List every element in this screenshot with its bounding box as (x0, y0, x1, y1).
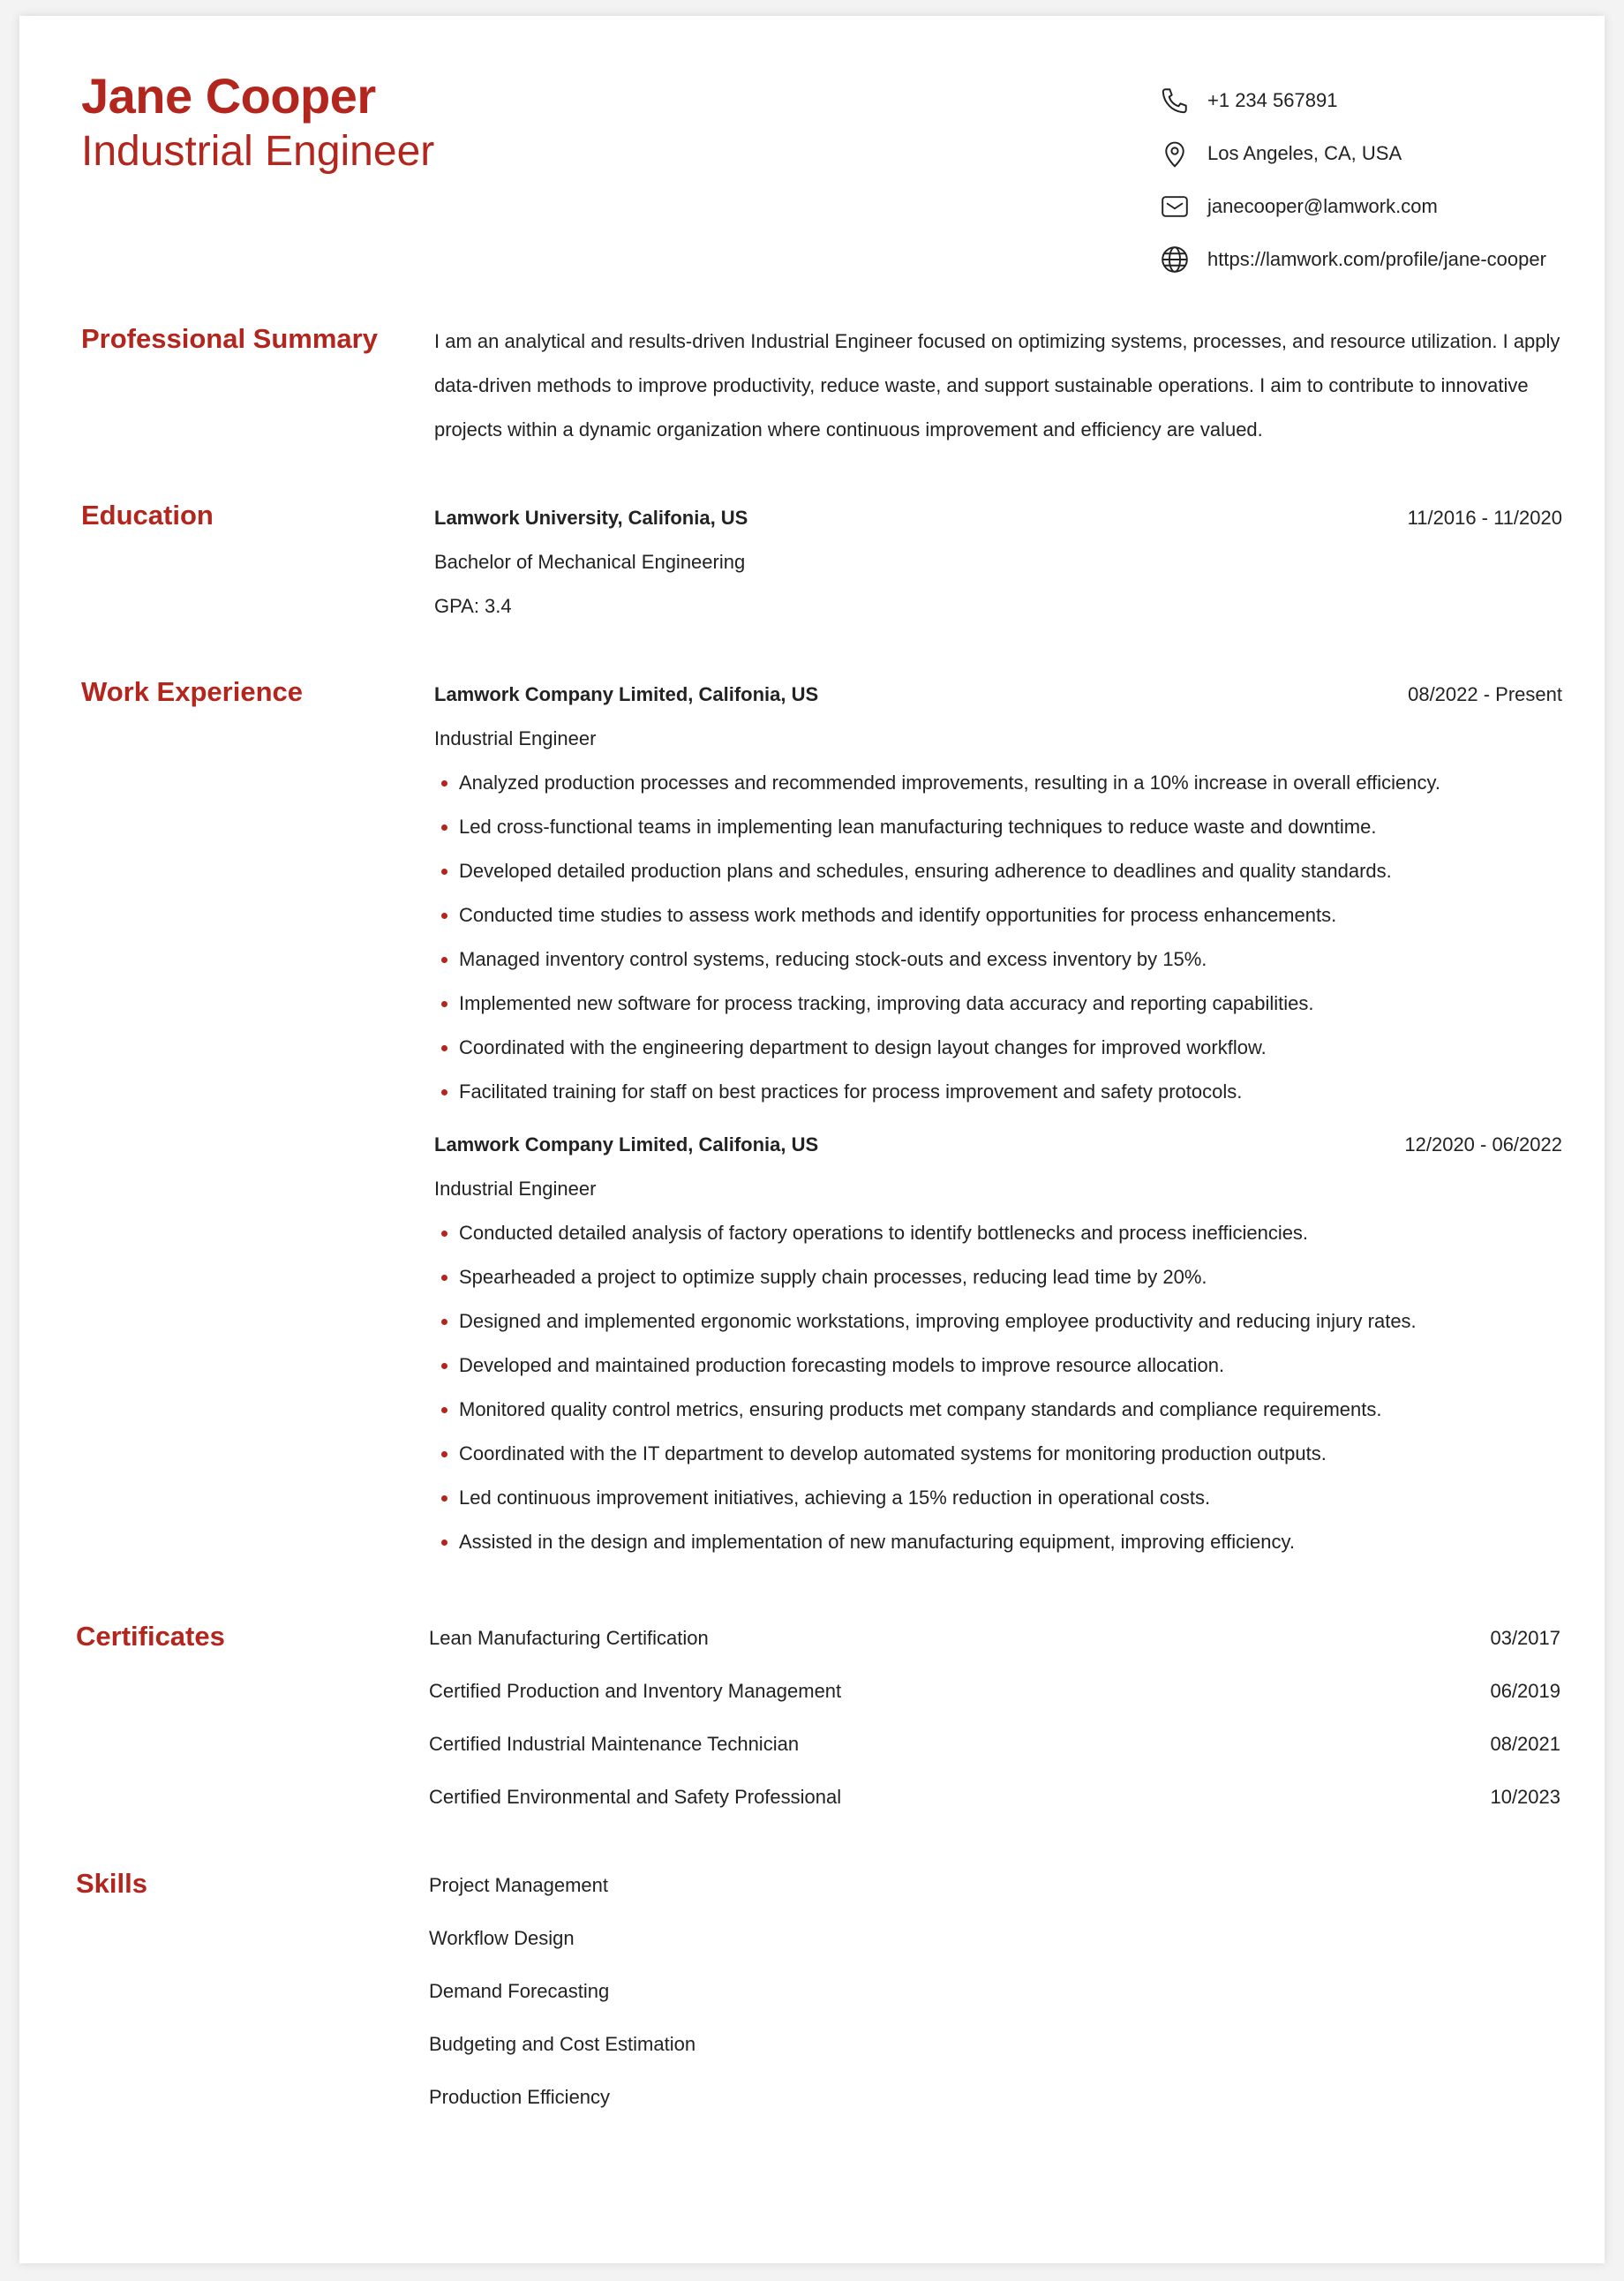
resume-page (19, 16, 1605, 2263)
skill-item: Production Efficiency (429, 2086, 611, 2108)
certificates-heading: Certificates (76, 1621, 225, 1652)
education-gpa: GPA: 3.4 (434, 595, 512, 617)
job-bullet: Conducted time studies to assess work methods and identify opportunities for process enhancements. (434, 893, 1562, 937)
job-dates: 12/2020 - 06/2022 (1404, 1133, 1562, 1156)
certificate-name: Certified Environmental and Safety Professional (429, 1786, 842, 1808)
job-header (434, 1123, 1562, 1167)
certificate-date: 10/2023 (1490, 1786, 1560, 1808)
job-bullet: Monitored quality control metrics, ensuring products met company standards and compliance requirements. (434, 1388, 1562, 1432)
experience-heading: Work Experience (81, 676, 303, 707)
job-entry (434, 673, 1562, 1114)
contact-list (1158, 74, 1582, 286)
certificate-name: Certified Industrial Maintenance Technician (429, 1733, 800, 1755)
skill-item: Budgeting and Cost Estimation (429, 2033, 696, 2055)
contact-location-text: Los Angeles, CA, USA (1207, 142, 1402, 164)
education-school: Lamwork University, Califonia, US (434, 507, 748, 529)
certificate-row (429, 1612, 1560, 1665)
job-bullet: Facilitated training for staff on best practices for process improvement and safety protocols. (434, 1070, 1562, 1114)
certificate-date: 03/2017 (1490, 1627, 1560, 1649)
job-bullet: Managed inventory control systems, reducing stock-outs and excess inventory by 15%. (434, 937, 1562, 982)
summary-text: I am an analytical and results-driven Industrial Engineer focused on optimizing systems, processes, and resource utilization. I apply data-driven methods to improve productivity, reduce waste, and support sustainable operations. I aim to contribute to innovative projects within a dynamic organization where continuous improvement and efficiency are valued. (434, 330, 1560, 440)
job-bullets (434, 761, 1562, 1114)
contact-website[interactable] (1158, 233, 1582, 286)
job-dates: 08/2022 - Present (1408, 683, 1562, 705)
contact-phone-text: +1 234 567891 (1207, 89, 1338, 111)
summary-heading: Professional Summary (81, 323, 378, 354)
job-bullet: Coordinated with the engineering department to design layout changes for improved workflow. (434, 1026, 1562, 1070)
globe-icon (1158, 243, 1192, 276)
candidate-name: Jane Cooper (81, 68, 376, 124)
job-bullets (434, 1211, 1562, 1564)
job-bullet: Led cross-functional teams in implementing lean manufacturing techniques to reduce waste and downtime. (434, 805, 1562, 849)
certificate-name: Certified Production and Inventory Management (429, 1680, 842, 1702)
certificate-date: 06/2019 (1490, 1680, 1560, 1702)
education-degree: Bachelor of Mechanical Engineering (434, 551, 746, 573)
job-bullet: Designed and implemented ergonomic workstations, improving employee productivity and reducing injury rates. (434, 1299, 1562, 1344)
summary-block (434, 320, 1562, 452)
contact-email[interactable] (1158, 180, 1582, 233)
job-bullet: Led continuous improvement initiatives, achieving a 15% reduction in operational costs. (434, 1476, 1562, 1520)
contact-location (1158, 127, 1582, 180)
location-pin-icon (1158, 137, 1192, 170)
job-entry (434, 1123, 1562, 1564)
certificate-name: Lean Manufacturing Certification (429, 1627, 709, 1649)
skill-item: Demand Forecasting (429, 1980, 610, 2002)
skill-item: Workflow Design (429, 1927, 575, 1949)
education-dates: 11/2016 - 11/2020 (1407, 507, 1562, 529)
job-bullet: Implemented new software for process tracking, improving data accuracy and reporting capabilities. (434, 982, 1562, 1026)
job-bullet: Spearheaded a project to optimize supply chain processes, reducing lead time by 20%. (434, 1255, 1562, 1299)
job-bullet: Developed detailed production plans and schedules, ensuring adherence to deadlines and quality standards. (434, 849, 1562, 893)
skill-item: Project Management (429, 1874, 608, 1896)
job-role: Industrial Engineer (434, 727, 597, 749)
certificates-block (429, 1612, 1560, 1824)
education-block (434, 496, 1562, 629)
contact-website-text: https://lamwork.com/profile/jane-cooper (1207, 248, 1546, 270)
skills-block (429, 1859, 1560, 2124)
education-row (434, 496, 1562, 540)
contact-email-text: janecooper@lamwork.com (1207, 195, 1438, 217)
job-role: Industrial Engineer (434, 1178, 597, 1200)
skills-heading: Skills (76, 1868, 147, 1899)
certificate-row (429, 1771, 1560, 1824)
phone-icon (1158, 84, 1192, 117)
job-header (434, 673, 1562, 717)
job-company: Lamwork Company Limited, Califonia, US (434, 1133, 819, 1156)
job-bullet: Coordinated with the IT department to develop automated systems for monitoring production outputs. (434, 1432, 1562, 1476)
certificate-row (429, 1665, 1560, 1718)
job-bullet: Developed and maintained production forecasting models to improve resource allocation. (434, 1344, 1562, 1388)
job-bullet: Conducted detailed analysis of factory operations to identify bottlenecks and process inefficiencies. (434, 1211, 1562, 1255)
certificate-date: 08/2021 (1490, 1733, 1560, 1755)
certificate-row (429, 1718, 1560, 1771)
mail-icon (1158, 190, 1192, 223)
education-heading: Education (81, 500, 214, 531)
candidate-title: Industrial Engineer (81, 128, 435, 175)
job-bullet: Analyzed production processes and recommended improvements, resulting in a 10% increase in overall efficiency. (434, 761, 1562, 805)
job-bullet: Assisted in the design and implementation of new manufacturing equipment, improving efficiency. (434, 1520, 1562, 1564)
contact-phone[interactable] (1158, 74, 1582, 127)
job-company: Lamwork Company Limited, Califonia, US (434, 683, 819, 705)
experience-block (434, 673, 1562, 1564)
